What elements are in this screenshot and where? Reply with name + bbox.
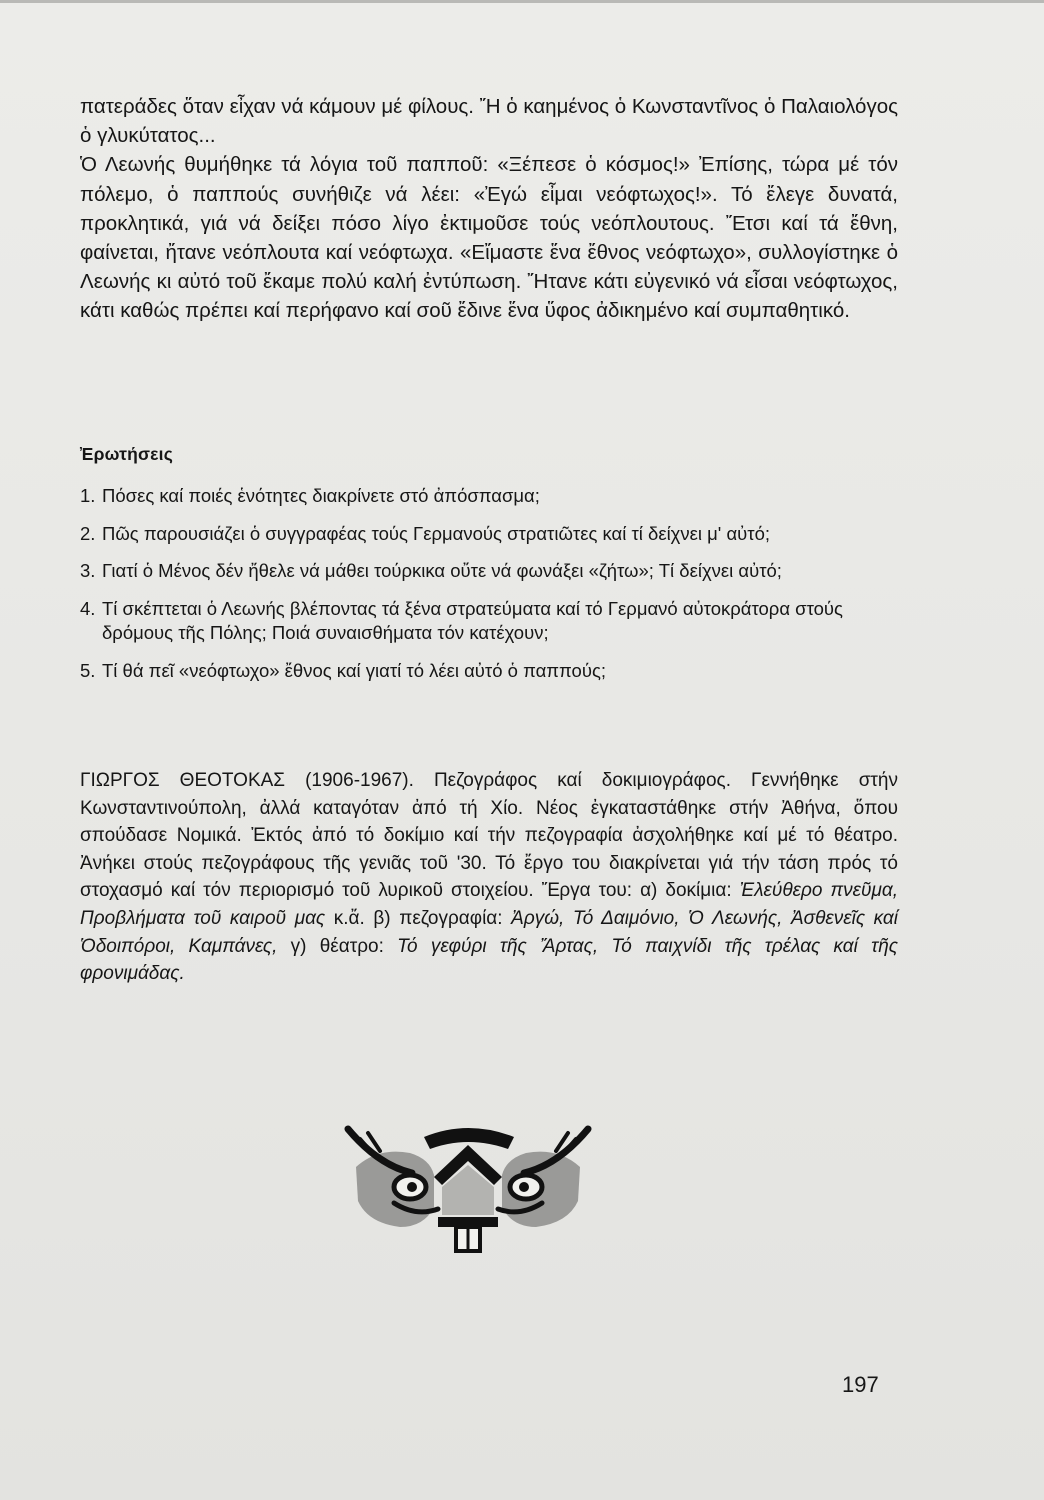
bio-prose: Ἀργώ, Τό Δαιμόνιο, Ὁ Λεωνής, Ἀσθενεῖς καί Ὁδοιπόροι, Καμπάνες,	[80, 907, 898, 957]
questions-heading: Ἐρωτήσεις	[80, 444, 174, 464]
author-biography	[80, 767, 898, 988]
question-number: 3.	[80, 560, 96, 581]
question-item	[80, 514, 900, 547]
question-item	[80, 551, 900, 584]
mask-ornament-icon	[338, 1115, 598, 1265]
question-text: Πόσες καί ποιές ἑνότητες διακρίνετε στό ἀπόσπασμα;	[102, 485, 540, 506]
page-top-edge	[0, 0, 1044, 3]
question-text: Τί σκέπτεται ὁ Λεωνής βλέποντας τά ξένα στρατεύματα καί τό Γερμανό αὐτοκράτορα στούς δρόμους τῆς Πόλης; Ποιά συναισθήματα τόν κατέχουν;	[102, 597, 843, 643]
page-number: 197	[842, 1372, 879, 1397]
questions-list	[80, 484, 900, 683]
question-number: 4.	[80, 597, 96, 619]
bio-essays: Ἐλεύθερο πνεῦμα, Προβλήματα τοῦ καιροῦ μας	[80, 880, 898, 929]
question-number: 5.	[80, 659, 96, 681]
bio-theatre: Τό γεφύρι τῆς Ἄρτας, Τό παιχνίδι τῆς τρέλας καί τῆς φρονιμάδας.	[80, 935, 898, 985]
bio-intro: ΓΙΩΡΓΟΣ ΘΕΟΤΟΚΑΣ (1906-1967). Πεζογράφος καί δοκιμιογράφος. Γεννήθηκε στήν Κωνσταντινούπολη, ἀλλά καταγόταν ἀπό τή Χίο. Νέος ἐγκαταστάθηκε στήν Ἀθήνα, ὅπου σπούδασε Νομικά. Ἐκτός ἀπό τό δοκίμιο καί τήν πεζογραφία ἀσχολήθηκε καί μέ τό θέατρο. Ἀνήκει στούς πεζογράφους τῆς γενιᾶς τοῦ '30. Τό ἔργο του διακρίνεται γιά τήν τάση πρός τό στοχασμό καί τόν περιορισμό τοῦ λυρικοῦ στοιχείου. Ἔργα του: α) δοκίμια:	[80, 770, 898, 902]
question-text: Πῶς παρουσιάζει ὁ συγγραφέας τούς Γερμανούς στρατιῶτες καί τί δείχνει μ' αὐτό;	[102, 522, 771, 544]
bio-theatre-prefix: γ) θέατρο:	[277, 935, 398, 957]
question-item	[80, 651, 900, 684]
bio-essays-suffix: κ.ἄ. β) πεζογραφία:	[325, 907, 512, 929]
body-paragraph-2: Ὁ Λεωνής θυμήθηκε τά λόγια τοῦ παπποῦ: «Ξέπεσε ὁ κόσμος!» Ἐπίσης, τώρα μέ τόν πόλεμο, ὁ παππούς συνήθιζε νά λέει: «Ἐγώ εἶμαι νεόφτωχος!». Τό ἔλεγε δυνατά, προκλητικά, γιά νά δείξει πόσο λίγο ἐκτιμοῦσε τούς νεόπλουτους. Ἔτσι καί τά ἔθνη, φαίνεται, ἤτανε νεόπλουτα καί νεόφτωχα. «Εἴμαστε ἕνα ἔθνος νεόφτωχο», συλλογίστηκε ὁ Λεωνής κι αὐτό τοῦ ἔκαμε πολύ καλή ἐντύπωση. Ἤτανε κάτι εὐγενικό νά εἶσαι νεόφτωχος, κάτι καθώς πρέπει καί περήφανο καί σοῦ ἔδινε ἕνα ὕφος ἀδικημένο καί συμπαθητικό.	[80, 153, 898, 323]
question-item	[80, 484, 900, 509]
body-paragraph-1: πατεράδες ὅταν εἶχαν νά κάμουν μέ φίλους. Ἤ ὁ καημένος ὁ Κωνσταντῖνος ὁ Παλαιολόγος ὁ γλυκύτατος...	[80, 95, 898, 148]
question-text: Γιατί ὁ Μένος δέν ἤθελε νά μάθει τούρκικα οὔτε νά φωνάξει «ζήτω»; Τί δείχνει αὐτό;	[102, 560, 782, 581]
question-item	[80, 589, 900, 646]
question-number: 1.	[80, 485, 96, 506]
body-text	[80, 92, 898, 326]
question-number: 2.	[80, 522, 96, 544]
question-text: Τί θά πεῖ «νεόφτωχο» ἔθνος καί γιατί τό λέει αὐτό ὁ παππούς;	[102, 659, 607, 681]
